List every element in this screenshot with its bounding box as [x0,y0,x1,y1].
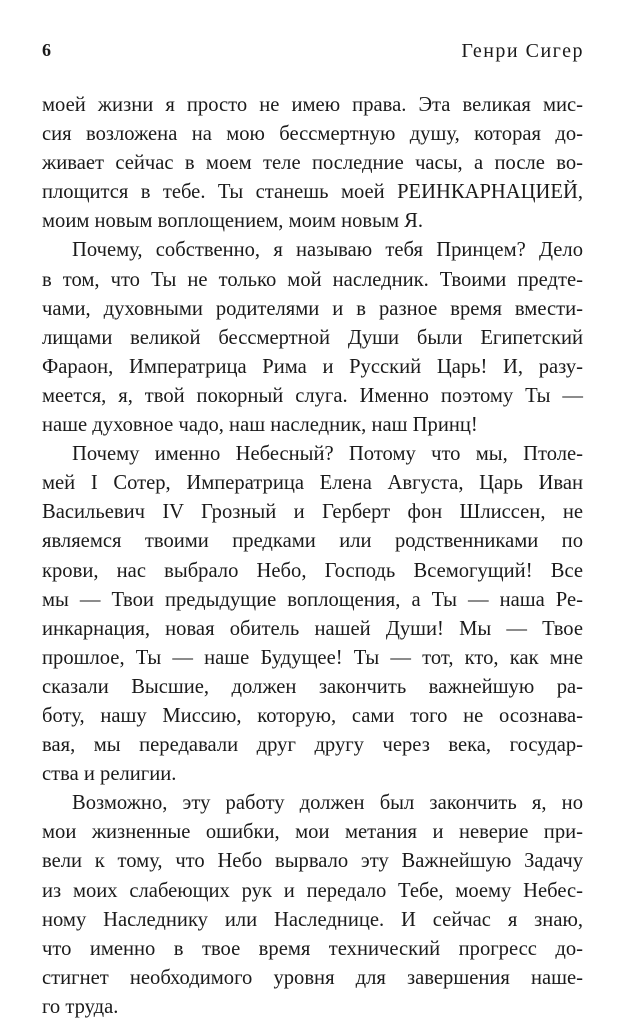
text-line: сия возложена на мою бессмертную душу, которая до- [42,123,583,146]
text-line: Возможно, эту работу должен был закончить я, но [72,792,583,815]
text-line: ному Наследнику или Наследнице. И сейчас я знаю, [42,908,583,931]
text-line: боту, нашу Миссию, которую, сами того не осознава- [42,704,583,727]
paragraph [42,236,583,440]
text-line: Фараон, Императрица Рима и Русский Царь! И, разу- [42,355,583,378]
text-line: меется, я, твой покорный слуга. Именно поэтому Ты — [42,384,583,407]
text-line: живает сейчас в моем теле последние часы, а после во- [42,152,583,175]
page-number: 6 [42,40,51,60]
text-line: чами, духовными родителями и в разное время вмести- [42,297,583,320]
body-text [42,91,583,1022]
text-line: вая, мы передавали друг другу через века, государ- [42,734,583,757]
text-line: лищами великой бессмертной Души были Египетский [42,326,583,349]
text-line: моим новым воплощением, моим новым Я. [42,210,424,233]
paragraph [42,91,583,236]
text-line: крови, нас выбрало Небо, Господь Всемогущий! Все [42,559,583,582]
paragraph [42,789,583,1022]
text-line: стигнет необходимого уровня для завершения наше- [42,966,583,989]
running-head-author: Генри Сигер [461,40,584,62]
page-header [42,40,584,70]
paragraph [42,440,583,789]
text-line: инкарнация, новая обитель нашей Души! Мы — Твое [42,617,583,640]
text-line: в том, что Ты не только мой наследник. Твоими предте- [42,268,583,291]
text-line: ства и религии. [42,763,177,786]
text-line: мои жизненные ошибки, мои метания и неверие при- [42,821,583,844]
text-line: Почему, собственно, я называю тебя Принцем? Дело [72,239,583,262]
text-line: прошлое, Ты — наше Будущее! Ты — тот, кто, как мне [42,646,583,669]
text-line: что именно в твое время технический прогресс до- [42,937,583,960]
text-line: го труда. [42,995,119,1018]
text-line: мы — Твои предыдущие воплощения, а Ты — наша Ре- [42,588,583,611]
text-line: Почему именно Небесный? Потому что мы, Птоле- [72,443,583,466]
text-line: мей I Сотер, Императрица Елена Августа, Царь Иван [42,472,583,495]
text-line: вели к тому, что Небо вырвало эту Важнейшую Задачу [42,850,583,873]
text-line: моей жизни я просто не имею права. Эта великая мис- [42,94,583,116]
text-line: площится в тебе. Ты станешь моей РЕИНКАРНАЦИЕЙ, [42,181,583,204]
text-line: наше духовное чадо, наш наследник, наш Принц! [42,414,478,437]
text-line: из моих слабеющих рук и передало Тебе, моему Небес- [42,879,583,902]
text-line: сказали Высшие, должен закончить важнейшую ра- [42,675,583,698]
text-line: Васильевич IV Грозный и Герберт фон Шлиссен, не [42,501,583,524]
text-line: являемся твоими предками или родственниками по [42,530,583,553]
